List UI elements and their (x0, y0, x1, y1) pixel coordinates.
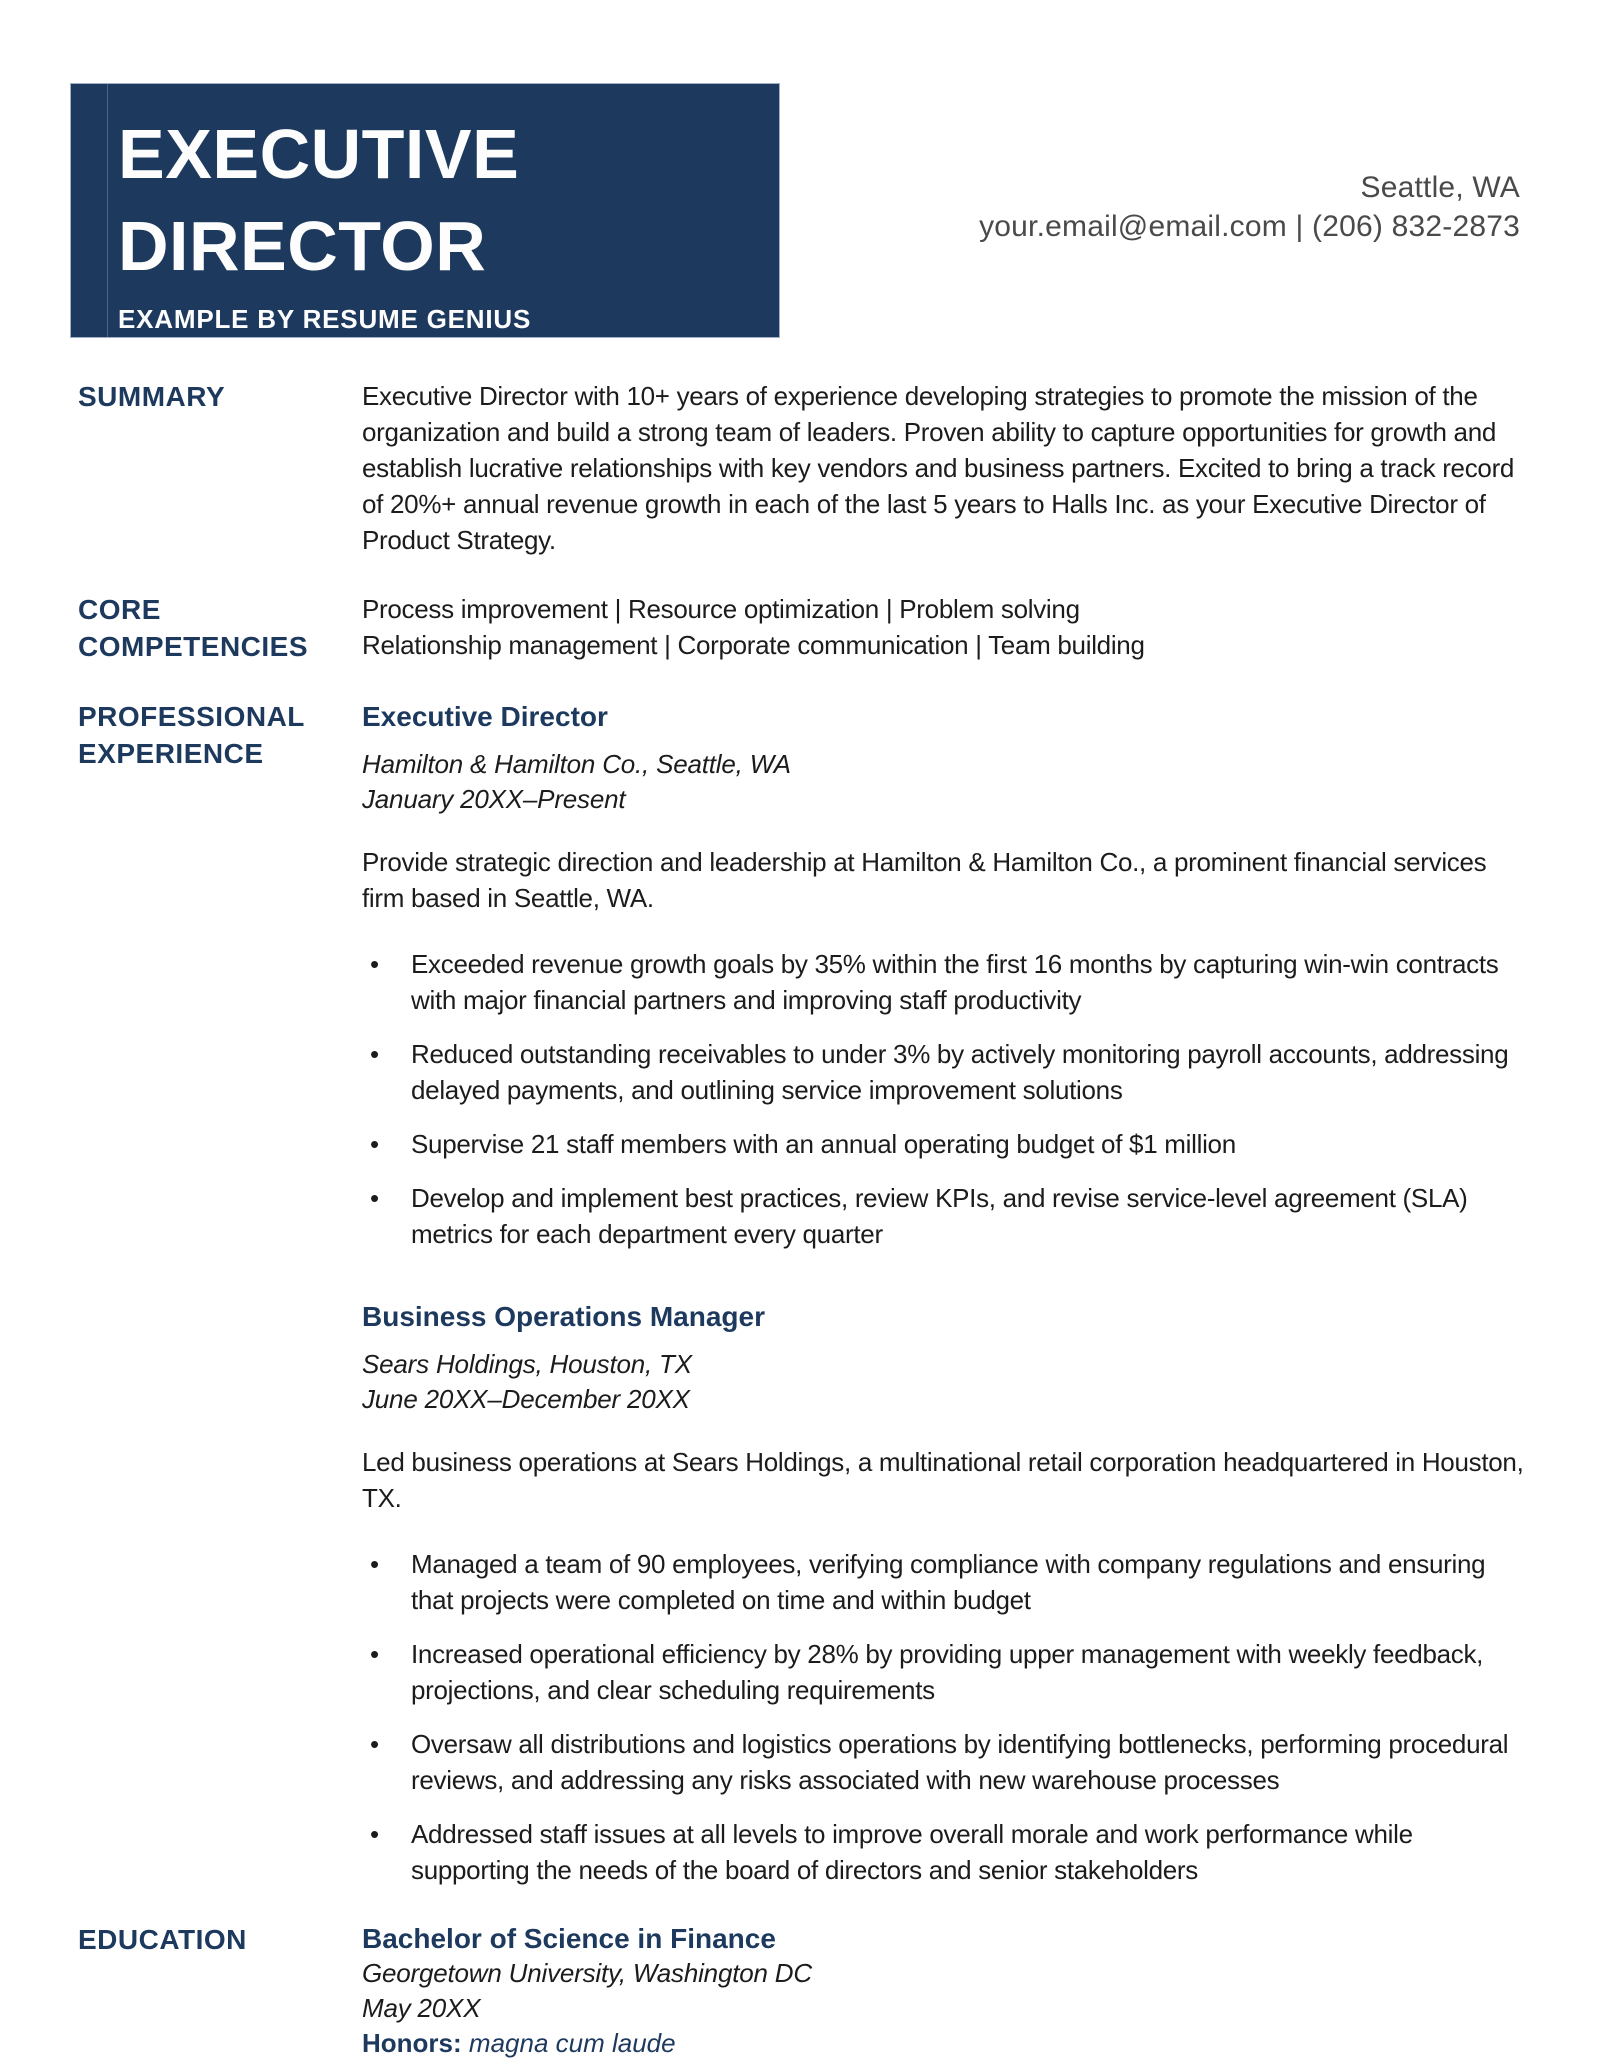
job-dates: January 20XX–Present (362, 784, 626, 814)
education-heading: EDUCATION (78, 1924, 247, 1955)
bullet-item: • Develop and implement best practices, review KPIs, and revise service-level agreement (SLA) metrics for each department every quarter (362, 1180, 1530, 1252)
competency-line: Relationship management | Corporate communication | Team building (362, 630, 1145, 660)
contact-location: Seattle, WA (1360, 171, 1520, 204)
job-entry (362, 698, 1530, 1252)
bullet-item: • Reduced outstanding receivables to under 3% by actively monitoring payroll accounts, addressing delayed payments, and outlining service improvement solutions (362, 1036, 1530, 1108)
contact-block (979, 168, 1520, 246)
summary-text: Executive Director with 10+ years of experience developing strategies to promote the mission of the organization and build a strong team of leaders. Proven ability to capture opportunities for growth and establish lucrative relationships with key vendors and business partners. Excited to bring a track record of 20%+ annual revenue growth in each of the last 5 years to Halls Inc. as your Executive Director of Product Strategy. (362, 381, 1515, 555)
contact-line (979, 207, 1520, 246)
section-core-competencies (78, 591, 1530, 665)
job-meta (362, 747, 1530, 817)
bullet-item: • Exceeded revenue growth goals by 35% within the first 16 months by capturing win-win contracts with major financial partners and improving staff productivity (362, 946, 1530, 1018)
contact-email: your.email@email.com (979, 210, 1287, 243)
education-entry (362, 1921, 1530, 2061)
job-meta (362, 1347, 1530, 1417)
honors-label: Honors: (362, 2028, 462, 2058)
job-bullet-list (362, 1546, 1530, 1888)
education-school: Georgetown University, Washington DC (362, 1958, 812, 1988)
page-title-line2: DIRECTOR (118, 207, 487, 285)
section-summary (78, 378, 1530, 558)
contact-separator: | (1286, 210, 1313, 243)
section-professional-experience (78, 698, 1530, 1888)
education-degree: Bachelor of Science in Finance (362, 1923, 776, 1954)
job-company: Hamilton & Hamilton Co., Seattle, WA (362, 749, 791, 779)
job-entry (362, 1298, 1530, 1888)
bullet-item: • Increased operational efficiency by 28% by providing upper management with weekly feedback, projections, and clear scheduling requirements (362, 1636, 1530, 1708)
job-intro: Provide strategic direction and leadership at Hamilton & Hamilton Co., a prominent financial services firm based in Seattle, WA. (362, 847, 1487, 913)
bullet-item: • Supervise 21 staff members with an annual operating budget of $1 million (362, 1126, 1530, 1162)
job-bullet-list (362, 946, 1530, 1252)
education-date: May 20XX (362, 1993, 481, 2023)
core-competencies-heading: CORE COMPETENCIES (78, 594, 309, 662)
section-education (78, 1921, 1530, 2061)
contact-phone: (206) 832-2873 (1312, 210, 1520, 243)
job-title: Business Operations Manager (362, 1301, 766, 1332)
experience-list (362, 698, 1530, 1888)
page-title (118, 108, 779, 292)
honors-separator (462, 2028, 469, 2058)
page-title-line1: EXECUTIVE (118, 115, 520, 193)
job-company: Sears Holdings, Houston, TX (362, 1349, 692, 1379)
honors-value: magna cum laude (468, 2028, 676, 2058)
bullet-item: • Managed a team of 90 employees, verifying compliance with company regulations and ensuring that projects were completed on time and within budget (362, 1546, 1530, 1618)
bullet-item: • Oversaw all distributions and logistics operations by identifying bottlenecks, performing procedural reviews, and addressing any risks associated with new warehouse processes (362, 1726, 1530, 1798)
job-intro: Led business operations at Sears Holdings, a multinational retail corporation headquartered in Houston, TX. (362, 1447, 1524, 1513)
core-competencies-list (362, 591, 1530, 663)
job-dates: June 20XX–December 20XX (362, 1384, 690, 1414)
header-banner (70, 83, 780, 338)
summary-heading: SUMMARY (78, 381, 226, 412)
page-subtitle: EXAMPLE BY RESUME GENIUS (118, 304, 532, 334)
competency-line: Process improvement | Resource optimization | Problem solving (362, 594, 1080, 624)
professional-experience-heading: PROFESSIONAL EXPERIENCE (78, 701, 305, 769)
bullet-item: • Addressed staff issues at all levels to improve overall morale and work performance while supporting the needs of the board of directors and senior stakeholders (362, 1816, 1530, 1888)
resume-body (78, 378, 1530, 2061)
job-title: Executive Director (362, 701, 608, 732)
education-honors (362, 2026, 1530, 2061)
